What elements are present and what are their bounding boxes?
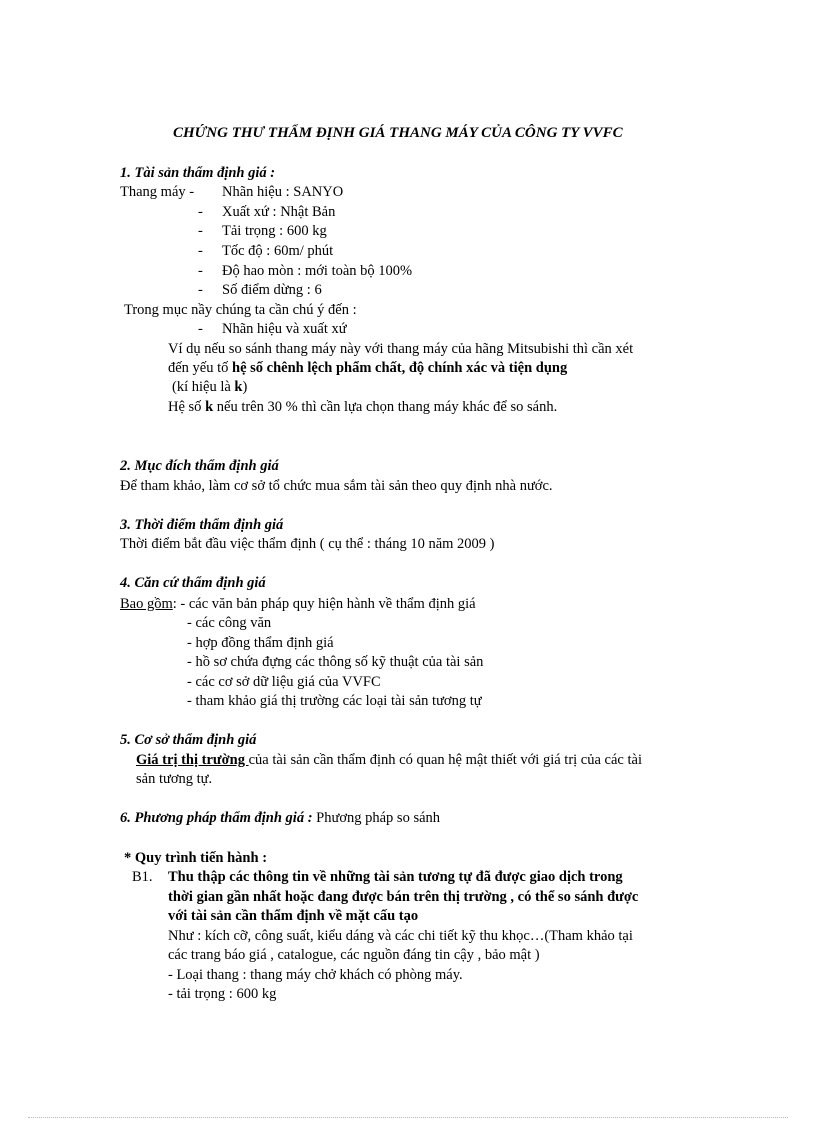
asset-item: Số điểm dừng : 6	[222, 282, 322, 298]
step-text-line: - tải trọng : 600 kg	[168, 986, 277, 1002]
section-6-value: Phương pháp so sánh	[316, 810, 441, 826]
text-run: )	[242, 379, 248, 395]
step-text-line: các trang báo giá , catalogue, các nguồn đáng tin cậy , bảo mật )	[168, 947, 540, 963]
bullet-dash: -	[198, 243, 203, 259]
basis-item: - hợp đồng thẩm định giá	[187, 635, 334, 651]
bullet-dash: -	[198, 282, 203, 298]
step-bold-line: Thu thập các thông tin về những tài sản tương tự đã được giao dịch trong	[168, 869, 623, 885]
section-1-heading: 1. Tài sản thẩm định giá :	[120, 165, 276, 181]
step-bold-line: với tài sản cần thẩm định về mặt cấu tạo	[168, 908, 419, 924]
text-run: Hệ số	[168, 399, 206, 415]
bold-text-run: hệ số chênh lệch phẩm chất, độ chính xác và tiện dụng	[232, 360, 568, 376]
basis-item: : - các văn bản pháp quy hiện hành về thẩm định giá	[172, 596, 476, 612]
section-5-text: sản tương tự.	[136, 771, 213, 787]
step-number: B1.	[132, 869, 153, 885]
asset-item: Tải trọng : 600 kg	[222, 223, 327, 239]
basis-line	[120, 595, 476, 613]
bullet-dash: -	[198, 204, 203, 220]
section-2-heading: 2. Mục đích thẩm định giá	[120, 458, 279, 474]
bold-text-run: k	[205, 399, 214, 415]
example-line	[172, 378, 247, 396]
example-line: Ví dụ nếu so sánh thang máy này với thang máy của hãng Mitsubishi thì cần xét	[168, 341, 634, 357]
section-5-heading: 5. Cơ sở thẩm định giá	[120, 732, 257, 748]
note-item: Nhãn hiệu và xuất xứ	[222, 321, 347, 337]
asset-item: Tốc độ : 60m/ phút	[222, 243, 334, 259]
section-4-heading: 4. Căn cứ thẩm định giá	[120, 575, 266, 591]
section-3-heading: 3. Thời điểm thẩm định giá	[120, 517, 284, 533]
section-6-heading: 6. Phương pháp thẩm định giá :	[120, 810, 317, 826]
bold-text-run: k	[234, 379, 243, 395]
text-run: của tài sản cần thẩm định có quan hệ mật thiết với giá trị của các tài	[248, 752, 642, 768]
page-bottom-border	[28, 1117, 788, 1118]
basis-item: - hồ sơ chứa đựng các thông số kỹ thuật của tài sản	[187, 654, 484, 670]
text-run: đến yếu tố	[168, 360, 233, 376]
text-run: (kí hiệu là	[172, 379, 235, 395]
basis-item: - các công văn	[187, 615, 272, 631]
basis-lead: Bao gồm	[120, 596, 173, 612]
section-6-line	[120, 809, 440, 827]
basis-item: - tham khảo giá thị trường các loại tài sản tương tự	[187, 693, 482, 709]
section-3-text: Thời điểm bắt đầu việc thẩm định ( cụ thể : tháng 10 năm 2009 )	[120, 536, 495, 552]
bullet-dash: -	[198, 263, 203, 279]
asset-item: Độ hao mòn : mới toàn bộ 100%	[222, 263, 413, 279]
bullet-dash: -	[198, 321, 203, 337]
procedure-heading-text: * Quy trình tiến hành :	[124, 850, 268, 866]
bullet-dash: -	[198, 223, 203, 239]
document-title: CHỨNG THƯ THẨM ĐỊNH GIÁ THANG MÁY CỦA CÔNG TY VVFC	[173, 125, 623, 141]
text-run: nếu trên 30 % thì cần lựa chọn thang máy khác để so sánh.	[213, 399, 558, 415]
procedure-heading	[124, 849, 267, 867]
section-5-text	[136, 751, 642, 769]
basis-item: - các cơ sở dữ liệu giá của VVFC	[187, 674, 381, 690]
step-bold-line: thời gian gần nhất hoặc đang được bán trên thị trường , có thể so sánh được	[168, 889, 639, 905]
section-2-text: Để tham khảo, làm cơ sở tổ chức mua sắm tài sản theo quy định nhà nước.	[120, 478, 553, 494]
note-line: Trong mục nầy chúng ta cần chú ý đến :	[124, 302, 357, 318]
step-text-line: - Loại thang : thang máy chở khách có phòng máy.	[168, 967, 463, 983]
asset-item: Xuất xứ : Nhật Bản	[222, 204, 336, 220]
asset-lead: Thang máy -	[120, 184, 195, 200]
step-text-line: Như : kích cỡ, công suất, kiểu dáng và các chi tiết kỹ thu khọc…(Tham khảo tại	[168, 928, 633, 944]
market-value-term: Giá trị thị trường	[136, 752, 249, 768]
example-line	[168, 359, 567, 377]
asset-item: Nhãn hiệu : SANYO	[222, 184, 344, 200]
example-line	[168, 398, 557, 416]
